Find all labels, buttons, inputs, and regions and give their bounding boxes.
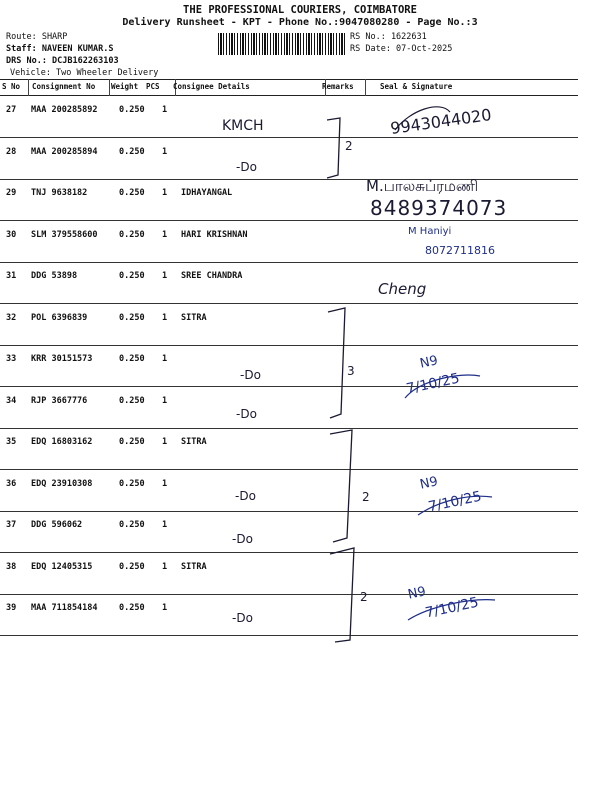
row-consignee: HARI KRISHNAN: [181, 229, 248, 240]
row-consignment-no: MAA 711854184: [31, 603, 98, 613]
row-pcs: 1: [162, 271, 168, 281]
row-consignment-no: DDG 596062: [31, 520, 83, 530]
row-weight: 0.250: [119, 354, 145, 364]
rs-date: RS Date: 07-Oct-2025: [350, 44, 453, 54]
row-weight: 0.250: [119, 271, 145, 281]
row-sno: 37: [6, 520, 17, 530]
handwritten-phone: 8489374073: [370, 196, 508, 220]
row-sno: 38: [6, 561, 17, 572]
row-weight: 0.250: [119, 146, 145, 157]
handwritten-phone: 8072711816: [425, 244, 495, 257]
row-sno: 31: [6, 271, 17, 281]
row-sno: 34: [6, 395, 17, 406]
handwritten-name: M Haniyi: [408, 226, 452, 237]
row-consignee: SREE CHANDRA: [181, 271, 243, 281]
row-sno: 35: [6, 437, 17, 447]
row-sno: 36: [6, 478, 17, 489]
handwritten-name: M.பாலசுப்ரமணி: [366, 177, 479, 195]
handwritten-initials: N9: [418, 474, 440, 493]
col-header-pcs: PCS: [146, 82, 160, 91]
row-pcs: 1: [162, 561, 168, 572]
handwritten-count: 2: [362, 490, 370, 504]
row-consignment-no: KRR 30151573: [31, 354, 93, 364]
row-pcs: 1: [162, 105, 168, 115]
row-sno: 33: [6, 354, 17, 364]
row-weight: 0.250: [119, 520, 145, 530]
runsheet-title: Delivery Runsheet - KPT - Phone No.:9047080280 - Page No.:3: [122, 17, 478, 28]
row-weight: 0.250: [119, 478, 145, 489]
vehicle: Vehicle: Two Wheeler Delivery: [10, 68, 159, 78]
handwritten-ditto: -Do: [236, 407, 257, 421]
row-pcs: 1: [162, 437, 168, 447]
col-header-consignee: Consignee Details: [173, 82, 250, 91]
row-consignment-no: EDQ 23910308: [31, 478, 93, 489]
route: Route: SHARP: [6, 32, 68, 42]
handwritten-count: 2: [345, 139, 353, 153]
row-pcs: 1: [162, 478, 168, 489]
handwritten-ditto: -Do: [232, 532, 253, 546]
handwritten-initials: N9: [418, 353, 440, 372]
row-consignment-no: EDQ 12405315: [31, 561, 93, 572]
handwritten-date: 7/10/25: [423, 594, 481, 622]
col-header-remarks: Remarks: [322, 82, 354, 91]
row-weight: 0.250: [119, 437, 145, 447]
row-consignment-no: MAA 200285894: [31, 146, 98, 157]
row-weight: 0.250: [119, 229, 145, 240]
rs-number: RS No.: 1622631: [350, 32, 427, 42]
handwritten-signature: Cheng: [378, 280, 427, 298]
handwritten-count: 3: [347, 364, 355, 378]
row-sno: 39: [6, 603, 17, 613]
row-consignee: SITRA: [181, 561, 207, 572]
company-title: THE PROFESSIONAL COURIERS, COIMBATORE: [183, 4, 417, 16]
handwritten-ditto: -Do: [236, 160, 257, 174]
handwritten-ditto: -Do: [240, 368, 261, 382]
drs-number: DRS No.: DCJB162263103: [6, 56, 119, 66]
handwritten-count: 2: [360, 590, 368, 604]
row-pcs: 1: [162, 229, 168, 240]
row-consignment-no: EDQ 16803162: [31, 437, 93, 447]
row-weight: 0.250: [119, 312, 145, 323]
row-consignee: SITRA: [181, 437, 207, 447]
col-header-consignment: Consignment No: [32, 82, 96, 91]
row-weight: 0.250: [119, 561, 145, 572]
row-sno: 32: [6, 312, 17, 323]
row-consignee: SITRA: [181, 312, 207, 323]
handwritten-ditto: -Do: [235, 489, 256, 503]
row-pcs: 1: [162, 520, 168, 530]
row-pcs: 1: [162, 395, 168, 406]
row-pcs: 1: [162, 146, 168, 157]
handwritten-kmch: KMCH: [222, 118, 264, 134]
handwritten-ditto: -Do: [232, 611, 253, 625]
row-weight: 0.250: [119, 395, 145, 406]
handwritten-date: 7/10/25: [404, 370, 462, 398]
row-sno: 28: [6, 146, 17, 157]
col-header-sno: S No: [2, 82, 21, 91]
row-consignment-no: TNJ 9638182: [31, 188, 88, 198]
row-sno: 30: [6, 229, 17, 240]
row-pcs: 1: [162, 312, 168, 323]
col-header-weight: Weight: [111, 82, 139, 91]
row-consignment-no: RJP 3667776: [31, 395, 88, 406]
row-pcs: 1: [162, 354, 168, 364]
staff: Staff: NAVEEN KUMAR.S: [6, 44, 114, 54]
row-weight: 0.250: [119, 105, 145, 115]
row-consignment-no: POL 6396839: [31, 312, 88, 323]
row-consignment-no: DDG 53898: [31, 271, 78, 281]
row-sno: 27: [6, 105, 17, 115]
row-weight: 0.250: [119, 603, 145, 613]
row-consignment-no: MAA 200285892: [31, 105, 98, 115]
row-pcs: 1: [162, 603, 168, 613]
row-pcs: 1: [162, 188, 168, 198]
row-consignee: IDHAYANGAL: [181, 188, 233, 198]
handwritten-phone: 9943044020: [389, 105, 493, 138]
col-header-signature: Seal & Signature: [380, 82, 453, 91]
handwritten-date: 7/10/25: [426, 488, 484, 516]
row-sno: 29: [6, 188, 17, 198]
row-weight: 0.250: [119, 188, 145, 198]
handwritten-initials: N9: [406, 584, 428, 603]
row-consignment-no: SLM 379558600: [31, 229, 98, 240]
